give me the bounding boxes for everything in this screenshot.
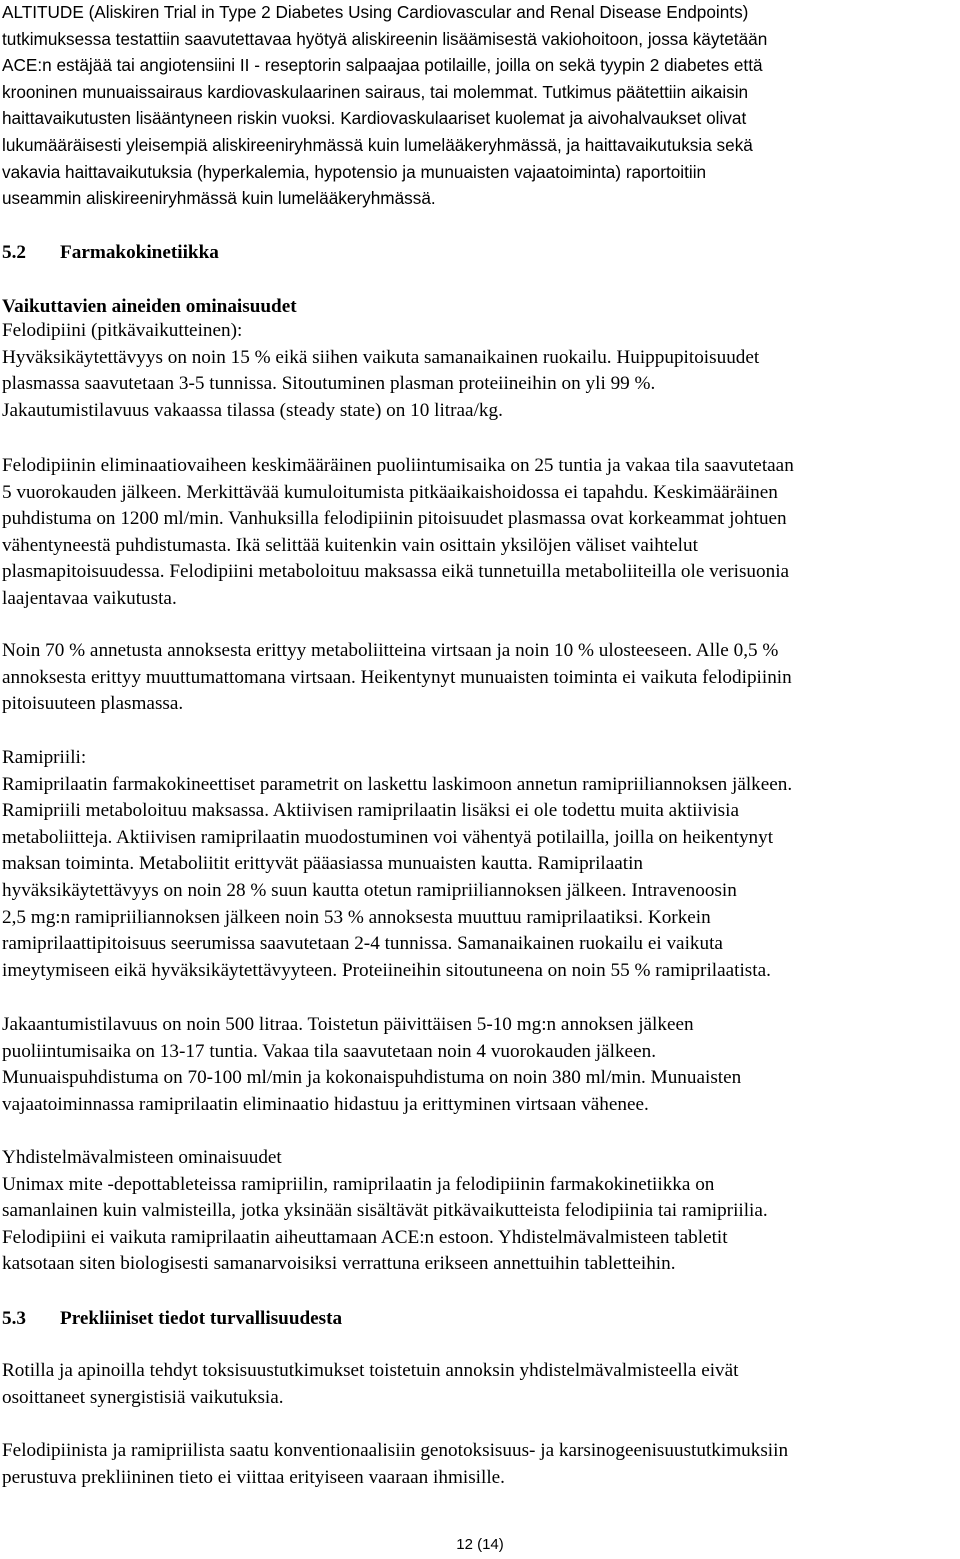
text-line: puoliintumisaika on 13-17 tuntia. Vakaa tila saavutetaan noin 4 vuorokauden jälkeen. — [2, 1040, 656, 1062]
felodipine-subheading: Felodipiini (pitkävaikutteinen): — [2, 320, 243, 341]
combination-section — [2, 1145, 950, 1278]
section-number: 5.2 — [2, 242, 26, 263]
ramipril-subheading: Ramipriili: — [2, 747, 87, 768]
text-line: pitoisuuteen plasmassa. — [2, 693, 184, 715]
text-line: perustuva prekliininen tieto ei viittaa erityiseen vaaraan ihmisille. — [2, 1466, 505, 1488]
ramipril-paragraph-2 — [2, 1012, 950, 1118]
active-substances-heading: Vaikuttavien aineiden ominaisuudet — [2, 296, 297, 317]
text-line: ramiprilaattipitoisuus seerumissa saavutetaan 2-4 tunnissa. Samanaikainen ruokailu ei vaikuta — [2, 933, 723, 955]
preclinical-paragraph-1 — [2, 1358, 950, 1411]
section-heading-5-3 — [2, 1306, 950, 1333]
felodipine-paragraph-3 — [2, 638, 950, 718]
text-line: Rotilla ja apinoilla tehdyt toksisuustutkimukset toistetuin annoksin yhdistelmävalmisteella eivät — [2, 1360, 739, 1381]
section-number: 5.3 — [2, 1308, 26, 1329]
text-line: Unimax mite -depottableteissa ramipriilin, ramiprilaatin ja felodipiinin farmakokinetiikka on — [2, 1173, 715, 1195]
text-line: katsotaan siten biologisesti samanarvoisiksi verrattuna erikseen annettuihin tabletteihin. — [2, 1253, 676, 1275]
felodipine-paragraph-2 — [2, 453, 950, 613]
text-line: plasmassa saavutetaan 3-5 tunnissa. Sitoutuminen plasman proteiineihin on yli 99 %. — [2, 373, 656, 395]
text-line: haittavaikutusten lisääntyneen riskin vuoksi. Kardiovaskulaariset kuolemat ja aivohalvaukset olivat — [2, 108, 747, 129]
text-line: krooninen munuaissairaus kardiovaskulaarinen sairaus, tai molemmat. Tutkimus päätettiin aikaisin — [2, 81, 749, 102]
text-line: vakavia haittavaikutuksia (hyperkalemia, hypotensio ja munuaisten vajaatoiminta) raportoitiin — [2, 161, 707, 182]
text-line: puhdistuma on 1200 ml/min. Vanhuksilla felodipiinin pitoisuudet plasmassa ovat korkeammat johtuen — [2, 508, 787, 530]
text-line: vähentyneestä puhdistumasta. Ikä selittää kuitenkin vain osittain yksilöjen väliset vaihtelut — [2, 534, 698, 556]
text-line: Jakautumistilavuus vakaassa tilassa (steady state) on 10 litraa/kg. — [2, 399, 503, 421]
ramipril-section — [2, 745, 950, 984]
intro-paragraph — [2, 0, 950, 212]
text-line: ALTITUDE (Aliskiren Trial in Type 2 Diabetes Using Cardiovascular and Renal Disease Endpoints) — [2, 2, 749, 22]
text-line: Hyväksikäytettävyys on noin 15 % eikä siihen vaikuta samanaikainen ruokailu. Huippupitoisuudet — [2, 346, 760, 368]
text-line: Munuaispuhdistuma on 70-100 ml/min ja kokonaispuhdistuma on noin 380 ml/min. Munuaisten — [2, 1067, 742, 1089]
text-line: 5 vuorokauden jälkeen. Merkittävää kumuloitumista pitkäaikaishoidossa ei tapahdu. Keskimääräinen — [2, 481, 778, 503]
text-line: Felodipiinin eliminaatiovaiheen keskimääräinen puoliintumisaika on 25 tuntia ja vakaa tila saavutetaan — [2, 455, 794, 476]
section-heading-5-2 — [2, 240, 950, 267]
text-line: useammin aliskireeniryhmässä kuin lumelääkeryhmässä. — [2, 188, 436, 209]
text-line: vajaatoiminnassa ramiprilaatin eliminaatio hidastuu ja erittyminen virtsaan vähenee. — [2, 1093, 649, 1115]
text-line: tutkimuksessa testattiin saavutettavaa hyötyä aliskireenin lisäämisestä vakiohoitoon, jossa käytetään — [2, 28, 768, 49]
text-line: maksan toiminta. Metaboliitit erittyvät pääasiassa munuaisten kautta. Ramiprilaatin — [2, 853, 644, 875]
felodipine-section — [2, 318, 950, 424]
text-line: laajentavaa vaikutusta. — [2, 587, 177, 609]
text-line: hyväksikäytettävyys on noin 28 % suun kautta otetun ramipriiliannoksen jälkeen. Intravenoosin — [2, 879, 737, 901]
text-line: 2,5 mg:n ramipriiliannoksen jälkeen noin 53 % annoksesta muuttuu ramiprilaatiksi. Korkein — [2, 906, 711, 928]
text-line: samanlainen kuin valmisteilla, jotka yksinään sisältävät pitkävaikutteista felodipiinia tai ramipriilia. — [2, 1200, 768, 1222]
text-line: lukumääräisesti yleisempiä aliskireeniryhmässä kuin lumelääkeryhmässä, ja haittavaikutuksia sekä — [2, 134, 753, 155]
text-line: osoittaneet synergistisiä vaikutuksia. — [2, 1386, 284, 1408]
text-line: imeytymiseen eikä hyväksikäytettävyyteen. Proteiineihin sitoutuneena on noin 55 % ramiprilaatista. — [2, 959, 771, 981]
page-number: 12 (14) — [456, 1536, 504, 1553]
text-line: Felodipiini ei vaikuta ramiprilaatin aiheuttamaan ACE:n estoon. Yhdistelmävalmisteen tabletit — [2, 1226, 728, 1248]
section-title: Farmakokinetiikka — [60, 242, 219, 263]
text-line: Ramipriili metaboloituu maksassa. Aktiivisen ramiprilaatin lisäksi ei ole todettu muita aktiivisia — [2, 800, 739, 822]
combination-subheading: Yhdistelmävalmisteen ominaisuudet — [2, 1147, 282, 1168]
text-line: Ramiprilaatin farmakokineettiset parametrit on laskettu laskimoon annetun ramipriiliannoksen jälkeen. — [2, 773, 793, 795]
preclinical-paragraph-2 — [2, 1438, 950, 1491]
text-line: ACE:n estäjää tai angiotensiini II - reseptorin salpaajaa potilaille, joilla on sekä tyypin 2 diabetes että — [2, 55, 763, 76]
text-line: Felodipiinista ja ramipriilista saatu konventionaalisiin genotoksisuus- ja karsinogeenisuustutkimuksiin — [2, 1440, 789, 1461]
text-line: Jakaantumistilavuus on noin 500 litraa. Toistetun päivittäisen 5-10 mg:n annoksen jälkeen — [2, 1014, 694, 1035]
text-line: annoksesta erittyy muuttumattomana virtsaan. Heikentynyt munuaisten toiminta ei vaikuta felodipiinin — [2, 666, 792, 688]
text-line: metaboliitteja. Aktiivisen ramiprilaatin muodostuminen voi vähentyä potilailla, joilla on heikentynyt — [2, 826, 774, 848]
text-line: plasmapitoisuudessa. Felodipiini metaboloituu maksassa eikä tunnetuilla metaboliiteilla ole verisuonia — [2, 561, 790, 583]
section-title: Prekliiniset tiedot turvallisuudesta — [60, 1308, 343, 1329]
text-line: Noin 70 % annetusta annoksesta erittyy metaboliitteina virtsaan ja noin 10 % ulosteeseen. Alle 0,5 % — [2, 640, 779, 661]
